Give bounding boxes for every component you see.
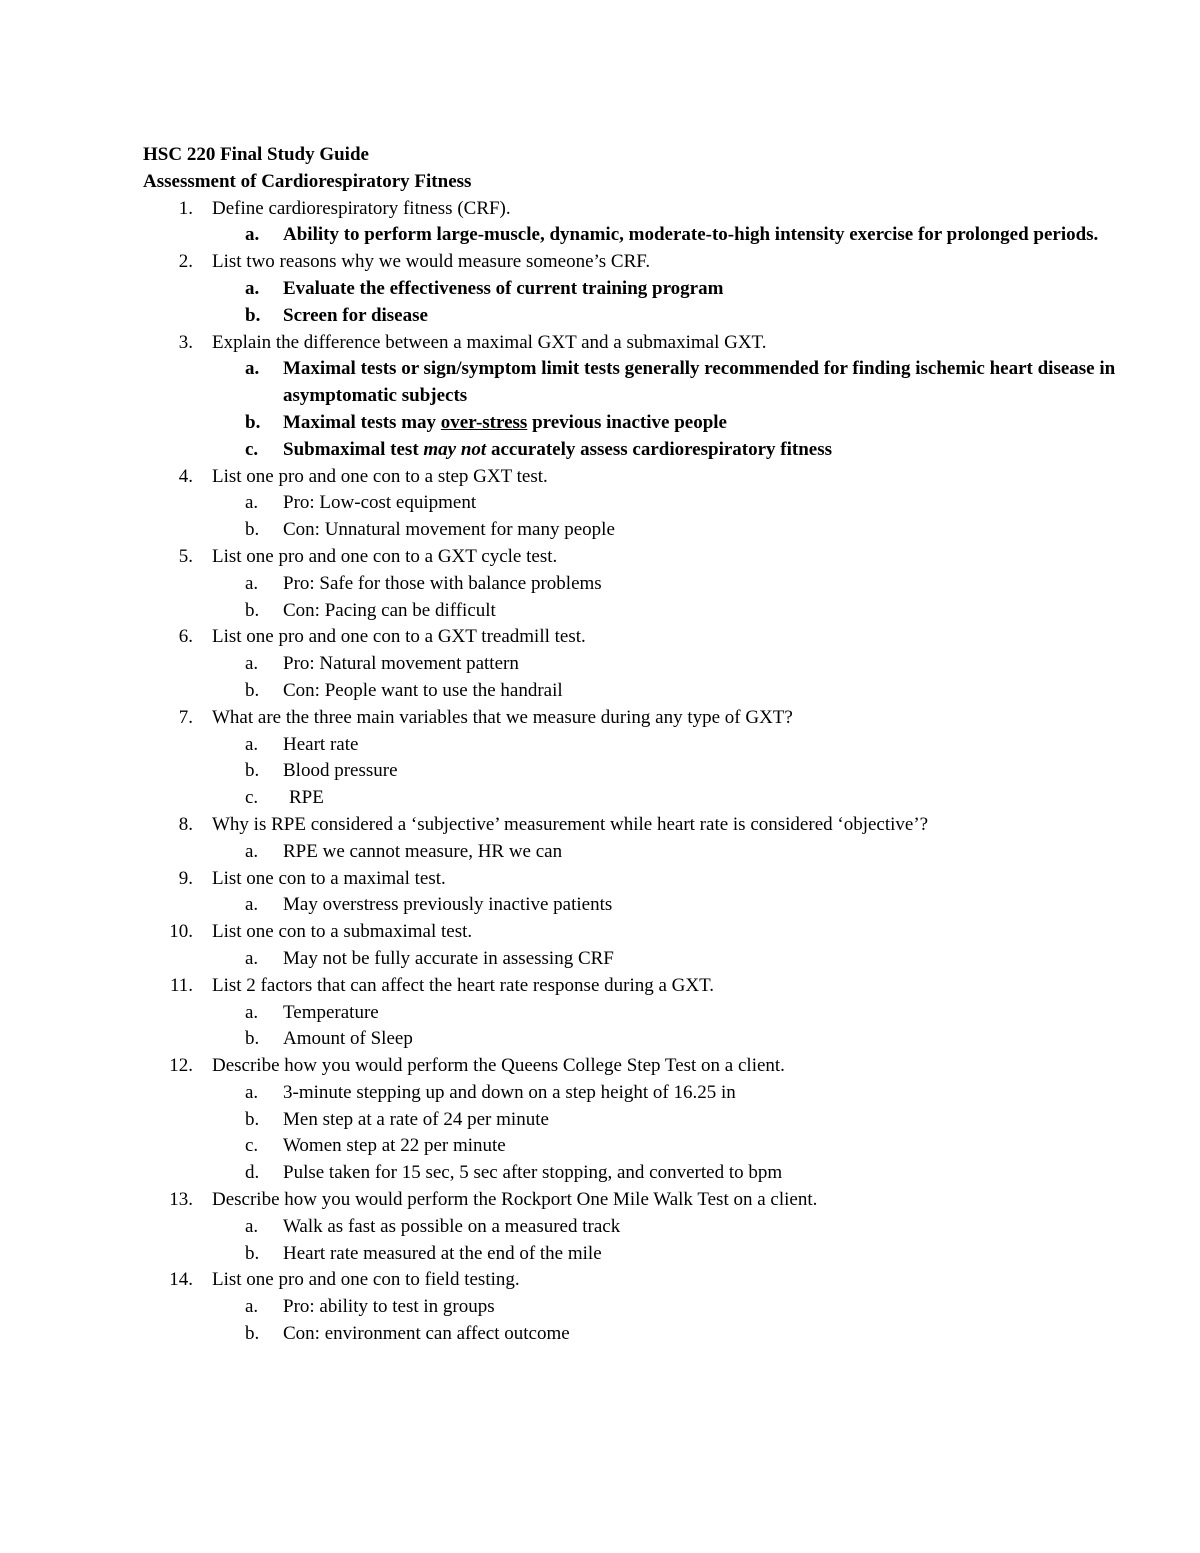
answer-text-pre: Submaximal test <box>283 438 424 460</box>
study-guide-page <box>143 142 1143 1348</box>
answer-letter: a. <box>245 572 259 594</box>
answer-item <box>143 410 1143 437</box>
answer-text: Temperature <box>283 1001 379 1023</box>
answer-letter: b. <box>245 1028 260 1050</box>
answer-text: Con: environment can affect outcome <box>283 1323 570 1345</box>
answer-letter: a. <box>245 358 260 380</box>
answer-item <box>143 1321 1143 1348</box>
answer-item <box>143 517 1143 544</box>
question-number: 1. <box>178 197 193 219</box>
question-item <box>143 196 1143 223</box>
question-item <box>143 249 1143 276</box>
answer-letter: a. <box>245 492 259 514</box>
question-text: List one pro and one con to a step GXT test. <box>212 465 548 487</box>
answer-item <box>143 732 1143 759</box>
answer-letter: b. <box>245 519 260 541</box>
question-text: List one con to a submaximal test. <box>212 921 473 943</box>
answer-item <box>143 571 1143 598</box>
question-text: List one con to a maximal test. <box>212 867 446 889</box>
question-item <box>143 973 1143 1000</box>
answer-letter: c. <box>245 787 259 809</box>
answer-item <box>143 1133 1143 1160</box>
answer-text: Screen for disease <box>283 304 428 326</box>
question-item <box>143 544 1143 571</box>
answer-item <box>143 839 1143 866</box>
question-number: 3. <box>178 331 193 353</box>
answer-letter: b. <box>245 760 260 782</box>
answer-text: Blood pressure <box>283 760 398 782</box>
answer-text-pre: Maximal tests may <box>283 411 441 433</box>
answer-text: Evaluate the effectiveness of current training program <box>283 277 724 299</box>
answer-item <box>143 222 1143 249</box>
question-item <box>143 919 1143 946</box>
question-item <box>143 812 1143 839</box>
question-item <box>143 1187 1143 1214</box>
answer-text: Women step at 22 per minute <box>283 1135 506 1157</box>
answer-text: Con: Unnatural movement for many people <box>283 519 615 541</box>
question-text: Define cardiorespiratory fitness (CRF). <box>212 197 511 219</box>
answer-letter: c. <box>245 1135 259 1157</box>
answer-item <box>143 651 1143 678</box>
question-number: 8. <box>178 813 193 835</box>
answer-item <box>143 276 1143 303</box>
answer-letter: a. <box>245 277 260 299</box>
answer-text: Pro: Safe for those with balance problems <box>283 572 602 594</box>
answer-text: Men step at a rate of 24 per minute <box>283 1108 549 1130</box>
answer-text: Con: People want to use the handrail <box>283 679 563 701</box>
question-text: What are the three main variables that we measure during any type of GXT? <box>212 706 793 728</box>
answer-item <box>143 490 1143 517</box>
answer-letter: a. <box>245 1081 259 1103</box>
answer-item <box>143 678 1143 705</box>
question-item <box>143 464 1143 491</box>
question-number: 7. <box>178 706 193 728</box>
answer-item <box>143 1080 1143 1107</box>
answer-text: Heart rate measured at the end of the mile <box>283 1242 602 1264</box>
answer-item <box>143 785 1143 812</box>
question-text: Why is RPE considered a ‘subjective’ measurement while heart rate is considered ‘objective’? <box>212 813 929 835</box>
answer-letter: b. <box>245 1242 260 1264</box>
answer-text-post: previous inactive people <box>527 411 727 433</box>
answer-text: Amount of Sleep <box>283 1028 413 1050</box>
answer-item <box>143 437 1143 464</box>
question-text: List one pro and one con to field testing. <box>212 1269 520 1291</box>
answer-item <box>143 1214 1143 1241</box>
answer-text: Pro: Low-cost equipment <box>283 492 477 514</box>
question-number: 12. <box>169 1055 193 1077</box>
answer-text: Ability to perform large-muscle, dynamic, moderate-to-high intensity exercise for prolonged periods. <box>283 224 1099 246</box>
answer-letter: a. <box>245 894 259 916</box>
question-number: 13. <box>169 1189 193 1211</box>
answer-letter: a. <box>245 1215 259 1237</box>
answer-text: Pulse taken for 15 sec, 5 sec after stopping, and converted to bpm <box>283 1162 783 1184</box>
answer-text-post: accurately assess cardiorespiratory fitness <box>486 438 833 460</box>
question-number: 11. <box>169 974 193 996</box>
answer-text: RPE we cannot measure, HR we can <box>283 840 563 862</box>
italic-term: may not <box>423 438 487 460</box>
question-text: Explain the difference between a maximal GXT and a submaximal GXT. <box>212 331 767 353</box>
question-number: 4. <box>178 465 193 487</box>
question-text: Describe how you would perform the Queens College Step Test on a client. <box>212 1055 785 1077</box>
underlined-term: over-stress <box>440 411 528 433</box>
answer-letter: a. <box>245 1296 259 1318</box>
answer-item <box>143 1026 1143 1053</box>
section-heading: Assessment of Cardiorespiratory Fitness <box>143 170 472 192</box>
question-item <box>143 705 1143 732</box>
answer-item <box>143 356 1143 410</box>
answer-text: Walk as fast as possible on a measured track <box>283 1215 621 1237</box>
answer-letter: a. <box>245 224 260 246</box>
answer-item <box>143 1160 1143 1187</box>
answer-letter: a. <box>245 733 259 755</box>
answer-text: RPE <box>289 787 324 809</box>
answer-letter: b. <box>245 1108 260 1130</box>
question-text: List 2 factors that can affect the heart rate response during a GXT. <box>212 974 715 996</box>
answer-letter: b. <box>245 411 261 433</box>
question-text: List two reasons why we would measure someone’s CRF. <box>212 251 651 273</box>
answer-text: Pro: Natural movement pattern <box>283 653 519 675</box>
answer-item <box>143 892 1143 919</box>
question-number: 5. <box>178 545 193 567</box>
answer-text: Con: Pacing can be difficult <box>283 599 496 621</box>
answer-letter: a. <box>245 653 259 675</box>
question-item <box>143 1267 1143 1294</box>
answer-item <box>143 946 1143 973</box>
answer-item <box>143 1241 1143 1268</box>
answer-item <box>143 598 1143 625</box>
answer-item <box>143 1294 1143 1321</box>
question-item <box>143 624 1143 651</box>
answer-item <box>143 758 1143 785</box>
answer-letter: a. <box>245 840 259 862</box>
answer-letter: a. <box>245 947 259 969</box>
answer-text: May overstress previously inactive patients <box>283 894 613 916</box>
answer-item <box>143 1000 1143 1027</box>
question-text: List one pro and one con to a GXT treadmill test. <box>212 626 586 648</box>
answer-letter: b. <box>245 599 260 621</box>
question-text: Describe how you would perform the Rockport One Mile Walk Test on a client. <box>212 1189 818 1211</box>
question-number: 6. <box>178 626 193 648</box>
answer-text: 3-minute stepping up and down on a step height of 16.25 in <box>283 1081 736 1103</box>
answer-item <box>143 303 1143 330</box>
answer-text: May not be fully accurate in assessing CRF <box>283 947 614 969</box>
question-item <box>143 1053 1143 1080</box>
question-number: 9. <box>178 867 193 889</box>
answer-text: Pro: ability to test in groups <box>283 1296 495 1318</box>
question-item <box>143 866 1143 893</box>
answer-letter: a. <box>245 1001 259 1023</box>
answer-letter: d. <box>245 1162 260 1184</box>
question-number: 2. <box>178 251 193 273</box>
answer-letter: b. <box>245 304 261 326</box>
question-number: 14. <box>169 1269 193 1291</box>
answer-letter: c. <box>245 438 259 460</box>
document-title: HSC 220 Final Study Guide <box>143 144 369 165</box>
answer-item <box>143 1107 1143 1134</box>
question-item <box>143 330 1143 357</box>
answer-letter: b. <box>245 679 260 701</box>
question-text: List one pro and one con to a GXT cycle test. <box>212 545 558 567</box>
question-number: 10. <box>169 921 193 943</box>
answer-text: Heart rate <box>283 733 359 755</box>
answer-letter: b. <box>245 1323 260 1345</box>
answer-text: Maximal tests or sign/symptom limit tests generally recommended for finding ischemic heart disease in asymptomatic subjects <box>283 358 1116 407</box>
